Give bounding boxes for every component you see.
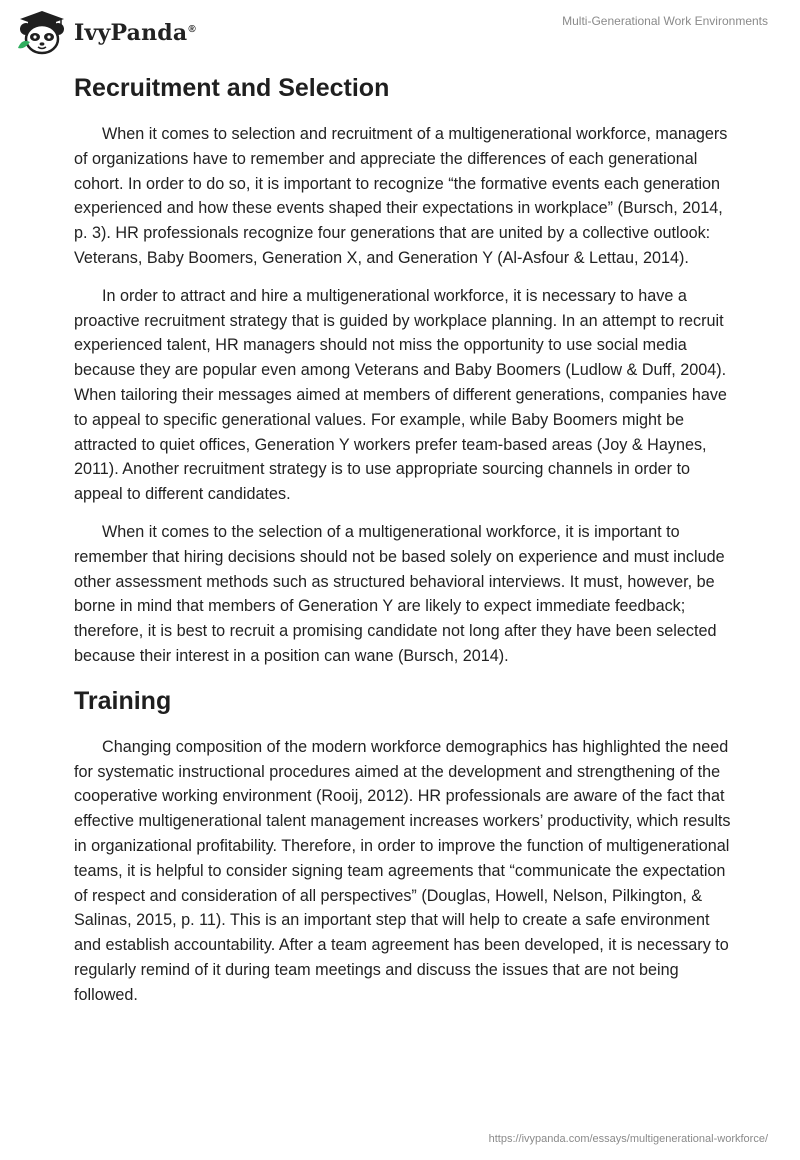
section-heading-training: Training xyxy=(74,686,172,715)
registered-mark: ® xyxy=(188,23,196,35)
page-header xyxy=(0,0,800,60)
section-heading-recruitment: Recruitment and Selection xyxy=(74,74,390,102)
panda-graduate-icon xyxy=(14,8,70,56)
brand-logo[interactable] xyxy=(14,8,196,56)
document-title: Multi-Generational Work Environments xyxy=(562,14,768,28)
paragraph: When it comes to selection and recruitment of a multigenerational workforce, managers of organizations have to remember and appreciate the differences of each generational cohort. In order to do so, it is important to recognize “the formative events each generation experienced and how these events shaped their expectations in workplace” (Bursch, 2014, p. 3). HR professionals recognize four generations that are united by a collective outlook: Veterans, Baby Boomers, Generation X, and Generation Y (Al-Asfour & Lettau, 2014). xyxy=(74,125,728,267)
paragraph: When it comes to the selection of a multigenerational workforce, it is important to remember that hiring decisions should not be based solely on experience and must include other assessment methods such as structured behavioral interviews. It must, however, be borne in mind that members of Generation Y are likely to expect immediate feedback; therefore, it is best to recruit a promising candidate not long after they have been selected because their interest in a position can wane (Bursch, 2014). xyxy=(74,522,725,665)
paragraph: Changing composition of the modern workforce demographics has highlighted the need for systematic instructional procedures aimed at the development and strengthening of the cooperative working environment (Rooij, 2012). HR professionals are aware of the fact that effective multigenerational talent management increases workers’ productivity, which results in organizational profitability. Therefore, in order to improve the function of multigenerational teams, it is helpful to consider signing team agreements that “communicate the expectation of respect and consideration of all perspectives” (Douglas, Howell, Nelson, Pilkington, & Salinas, 2015, p. 11). This is an important step that will help to create a safe environment and establish accountability. After a team agreement has been developed, it is necessary to regularly remind of it during team meetings and discuss the issues that are not being followed. xyxy=(74,737,731,1004)
essay-body xyxy=(74,70,734,1021)
source-url[interactable]: https://ivypanda.com/essays/multigenerational-workforce/ xyxy=(488,1133,768,1145)
brand-name: IvyPanda® xyxy=(74,20,196,46)
paragraph: In order to attract and hire a multigenerational workforce, it is necessary to have a proactive recruitment strategy that is guided by workplace planning. In an attempt to recruit experienced talent, HR managers should not miss the opportunity to use social media because they are popular even among Veterans and Baby Boomers (Ludlow & Duff, 2004). When tailoring their messages aimed at members of different generations, companies have to appeal to specific generational values. For example, while Baby Boomers might be attracted to quiet offices, Generation Y workers prefer team-based areas (Joy & Haynes, 2011). Another recruitment strategy is to use appropriate sourcing channels in order to appeal to different candidates. xyxy=(74,286,727,504)
